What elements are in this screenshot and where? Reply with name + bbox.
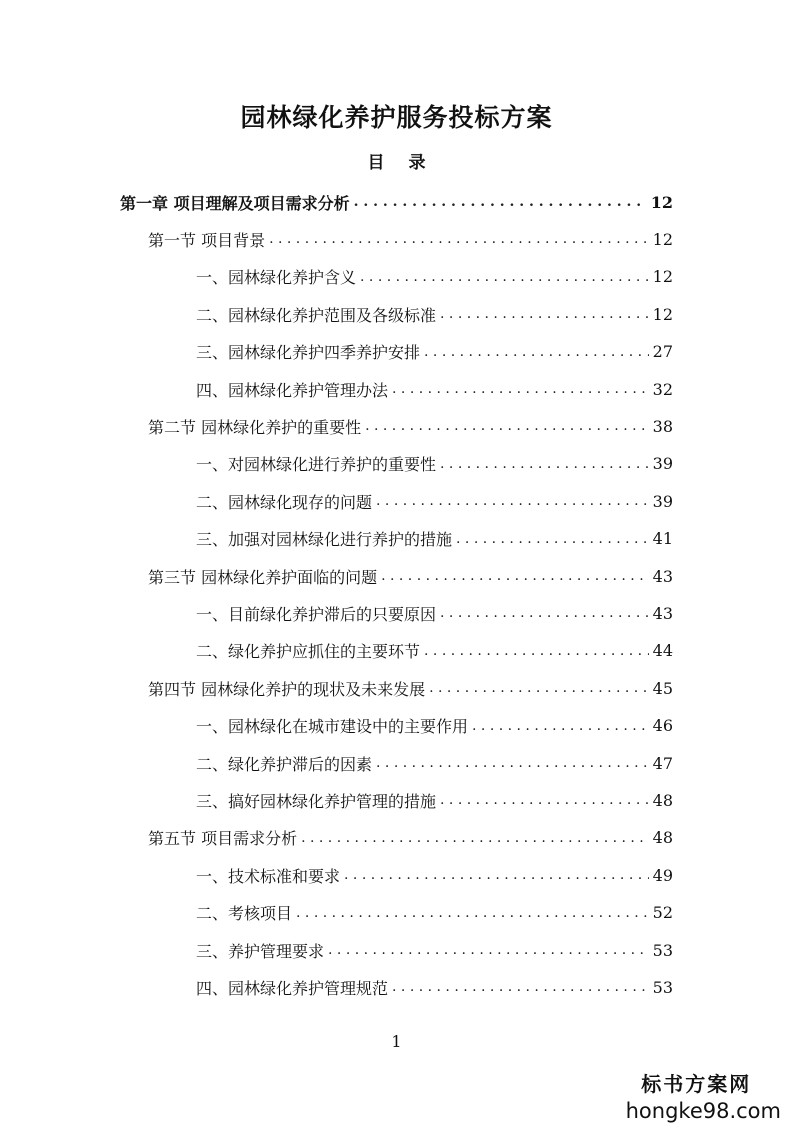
- toc-entry[interactable]: [196, 634, 673, 668]
- toc-entry-label: 四、园林绿化养护管理规范: [196, 978, 389, 998]
- toc-entry-label: 二、绿化养护应抓住的主要环节: [196, 642, 421, 662]
- toc-dot-leader: [376, 756, 649, 770]
- toc-entry-page: 39: [652, 454, 673, 474]
- toc-entry-page: 53: [652, 940, 673, 960]
- toc-entry[interactable]: [196, 896, 673, 930]
- toc-entry[interactable]: [120, 185, 673, 219]
- toc-entry[interactable]: [196, 260, 673, 294]
- toc-dot-leader: [440, 457, 649, 471]
- toc-entry[interactable]: [196, 596, 673, 630]
- toc-entry-label: 三、养护管理要求: [196, 941, 325, 961]
- toc-entry-label: 二、园林绿化现存的问题: [196, 492, 373, 512]
- toc-entry-label: 三、搞好园林绿化养护管理的措施: [196, 791, 437, 811]
- toc-entry-page: 49: [652, 865, 673, 885]
- toc-entry[interactable]: [196, 746, 673, 780]
- toc-entry[interactable]: [196, 933, 673, 967]
- toc-dot-leader: [392, 382, 649, 396]
- page-number: 1: [391, 1032, 402, 1051]
- document-title: 园林绿化养护服务投标方案: [240, 103, 553, 132]
- toc-entry-page: 48: [652, 790, 673, 810]
- toc-entry-page: 12: [652, 304, 673, 324]
- toc-entry-page: 43: [652, 603, 673, 623]
- toc-entry[interactable]: [148, 671, 673, 705]
- toc-dot-leader: [296, 906, 649, 920]
- toc-entry-label: 一、目前绿化养护滞后的只要原因: [196, 604, 437, 624]
- toc-entry-label: 第一节 项目背景: [148, 230, 266, 250]
- toc-entry[interactable]: [196, 970, 673, 1004]
- toc-entry-label: 第四节 园林绿化养护的现状及未来发展: [148, 679, 426, 699]
- toc-entry-label: 第二节 园林绿化养护的重要性: [148, 417, 362, 437]
- toc-entry-page: 12: [650, 192, 673, 212]
- toc-entry-label: 二、绿化养护滞后的因素: [196, 754, 373, 774]
- watermark-logo: [626, 1068, 781, 1123]
- toc-dot-leader: [424, 644, 649, 658]
- toc-entry[interactable]: [196, 709, 673, 743]
- toc-dot-leader: [424, 345, 649, 359]
- toc-entry-label: 第一章 项目理解及项目需求分析: [120, 193, 350, 213]
- toc-dot-leader: [301, 831, 649, 845]
- watermark-url: hongke98.com: [625, 1099, 781, 1123]
- toc-entry[interactable]: [196, 372, 673, 406]
- toc-entry[interactable]: [196, 335, 673, 369]
- toc-entry[interactable]: [196, 484, 673, 518]
- toc-dot-leader: [269, 232, 649, 246]
- toc-entry-page: 47: [652, 753, 673, 773]
- toc-entry[interactable]: [196, 447, 673, 481]
- toc-entry[interactable]: [196, 522, 673, 556]
- toc-dot-leader: [392, 980, 649, 994]
- toc-dot-leader: [440, 793, 649, 807]
- toc-entry-label: 第三节 园林绿化养护面临的问题: [148, 567, 378, 587]
- toc-dot-leader: [365, 419, 649, 433]
- toc-entry[interactable]: [148, 559, 673, 593]
- toc-entry-label: 第五节 项目需求分析: [148, 829, 298, 849]
- toc-entry-page: 39: [652, 491, 673, 511]
- toc-entry-label: 一、对园林绿化进行养护的重要性: [196, 455, 437, 475]
- toc-entry-label: 三、园林绿化养护四季养护安排: [196, 343, 421, 363]
- toc-entry-page: 44: [652, 641, 673, 661]
- toc-entry-page: 46: [652, 716, 673, 736]
- toc-entry-label: 二、园林绿化养护范围及各级标准: [196, 305, 437, 325]
- toc-dot-leader: [429, 681, 649, 695]
- toc-dot-leader: [472, 719, 649, 733]
- toc-entry-page: 38: [652, 416, 673, 436]
- toc-entry[interactable]: [148, 821, 673, 855]
- toc-entry-label: 一、园林绿化养护含义: [196, 268, 357, 288]
- toc-entry[interactable]: [148, 409, 673, 443]
- toc-dot-leader: [381, 569, 649, 583]
- toc-entry-label: 一、园林绿化在城市建设中的主要作用: [196, 717, 469, 737]
- toc-entry[interactable]: [196, 297, 673, 331]
- toc-dot-leader: [440, 307, 649, 321]
- toc-entry-page: 27: [652, 342, 673, 362]
- toc-entry-page: 52: [652, 903, 673, 923]
- toc-entry-page: 32: [652, 379, 673, 399]
- toc-dot-leader: [328, 943, 649, 957]
- toc-entry-page: 43: [652, 566, 673, 586]
- toc-entry-page: 53: [652, 977, 673, 997]
- toc-entry-page: 45: [652, 678, 673, 698]
- toc-dot-leader: [456, 532, 649, 546]
- toc-entry-label: 二、考核项目: [196, 904, 293, 924]
- toc-entry[interactable]: [196, 858, 673, 892]
- toc-entry-page: 41: [652, 529, 673, 549]
- toc-dot-leader: [440, 606, 649, 620]
- toc-entry[interactable]: [148, 222, 673, 256]
- toc-entry[interactable]: [196, 783, 673, 817]
- toc-dot-leader: [376, 494, 649, 508]
- toc-dot-leader: [354, 195, 647, 209]
- toc-dot-leader: [344, 868, 649, 882]
- toc-entry-page: 12: [652, 229, 673, 249]
- toc-entry-label: 四、园林绿化养护管理办法: [196, 380, 389, 400]
- toc-heading: 目 录: [367, 153, 426, 173]
- watermark-chinese-text: 标书方案网: [641, 1072, 752, 1096]
- toc-entry-page: 12: [652, 267, 673, 287]
- toc-entry-label: 一、技术标准和要求: [196, 866, 341, 886]
- toc-dot-leader: [360, 270, 649, 284]
- toc-entry-label: 三、加强对园林绿化进行养护的措施: [196, 530, 453, 550]
- toc-entry-page: 48: [652, 828, 673, 848]
